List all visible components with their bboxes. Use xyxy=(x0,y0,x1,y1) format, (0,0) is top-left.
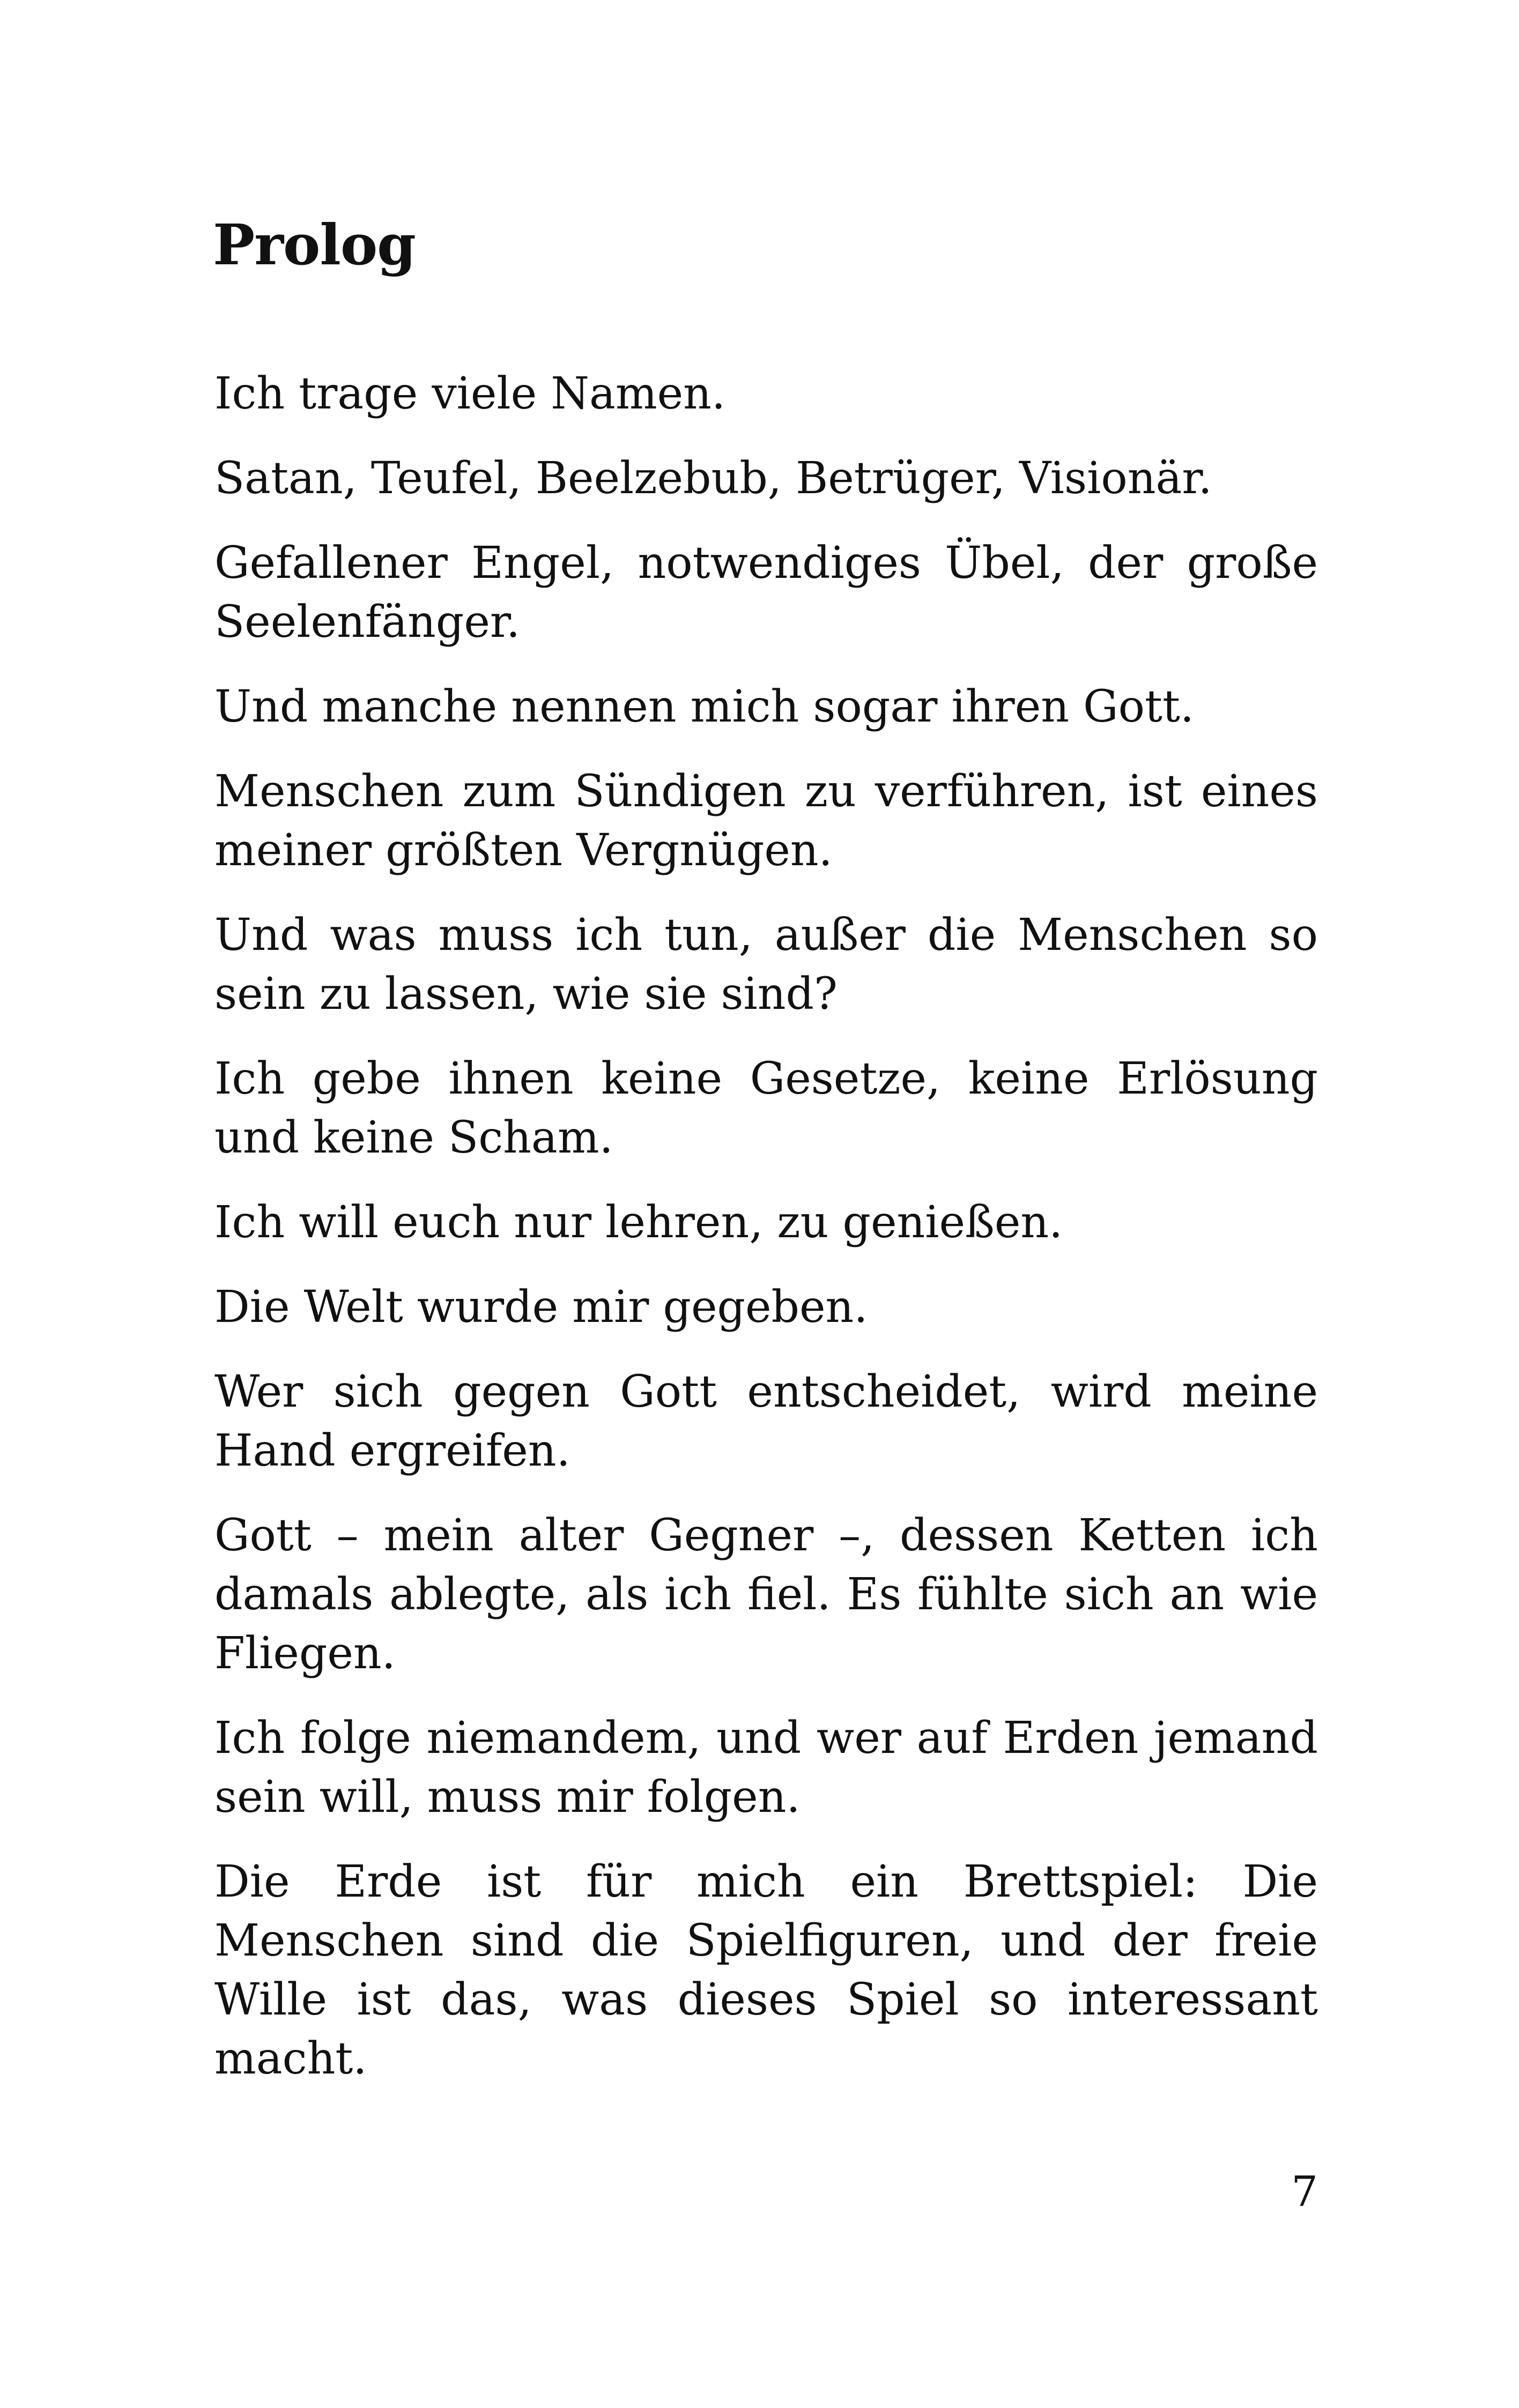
paragraph: Gott – mein alter Gegner –, dessen Ketten ich damals ablegte, als ich fiel. Es fühlte sich an wie Fliegen. xyxy=(214,1510,1318,1679)
paragraph: Gefallener Engel, notwendiges Übel, der große Seelenfänger. xyxy=(214,538,1318,648)
paragraph: Satan, Teufel, Beelzebub, Betrüger, Visionär. xyxy=(214,453,1212,504)
chapter-title: Prolog xyxy=(213,212,416,278)
paragraph: Ich gebe ihnen keine Gesetze, keine Erlösung und keine Scham. xyxy=(214,1053,1318,1163)
paragraph: Die Erde ist für mich ein Brettspiel: Die Menschen sind die Spielfiguren, und der freie Wille ist das, was dieses Spiel so interessant macht. xyxy=(214,1856,1318,2084)
paragraph: Und was muss ich tun, außer die Menschen so sein zu lassen, wie sie sind? xyxy=(214,910,1318,1020)
paragraph: Die Welt wurde mir gegeben. xyxy=(214,1282,868,1333)
paragraph: Ich trage viele Namen. xyxy=(214,368,726,419)
paragraph: Ich will euch nur lehren, zu genießen. xyxy=(214,1197,1063,1248)
paragraph: Menschen zum Sündigen zu verführen, ist eines meiner größten Vergnügen. xyxy=(214,766,1318,876)
paragraph: Und manche nennen mich sogar ihren Gott. xyxy=(214,681,1194,732)
paragraph: Wer sich gegen Gott entscheidet, wird meine Hand ergreifen. xyxy=(214,1366,1318,1476)
body-text xyxy=(214,365,1318,2114)
page-number: 7 xyxy=(1291,2168,1318,2216)
paragraph: Ich folge niemandem, und wer auf Erden jemand sein will, muss mir folgen. xyxy=(214,1713,1318,1823)
